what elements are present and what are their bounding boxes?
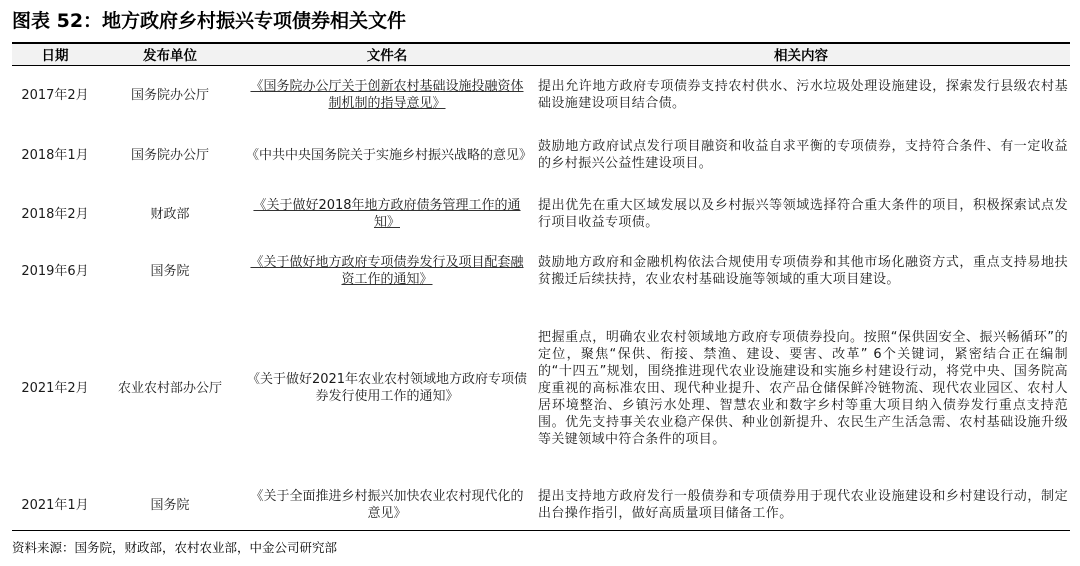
row-document[interactable] [242,185,532,243]
document-link[interactable]: 《关于做好2018年地方政府债务管理工作的通知》 [253,198,521,230]
column-header-content: 相关内容 [532,43,1070,65]
row-document: 《中共中央国务院关于实施乡村振兴战略的意见》 [246,147,533,163]
row-content: 鼓励地方政府和金融机构依法合规使用专项债券和其他市场化融资方式，重点支持易地扶贫搬迁后续扶持，农业农村基础设施等领域的重大项目建设。 [538,255,1068,287]
row-date: 2019年6月 [21,263,89,279]
row-date: 2017年2月 [21,87,89,103]
row-date: 2018年2月 [21,206,89,222]
row-date: 2018年1月 [21,147,89,163]
figure-title: 图表 52：地方政府乡村振兴专项债券相关文件 [12,10,407,32]
row-content: 鼓励地方政府试点发行项目融资和收益自求平衡的专项债券，支持符合条件、有一定收益的乡村振兴公益性建设项目。 [538,139,1068,171]
row-date: 2021年1月 [21,497,89,513]
row-date: 2021年2月 [21,380,89,396]
table-row [12,65,1070,125]
row-document[interactable] [242,65,532,125]
column-header-date: 日期 [12,43,98,65]
document-link[interactable]: 《国务院办公厅关于创新农村基础设施投融资体制机制的指导意见》 [250,79,524,112]
row-document: 《关于全面推进乡村振兴加快农业农村现代化的意见》 [250,489,524,521]
row-issuer: 国务院办公厅 [130,87,209,103]
row-issuer: 国务院 [150,263,190,279]
row-content: 提出优先在重大区域发展以及乡村振兴等领域选择符合重大条件的项目，积极探索试点发行项目收益专项债。 [538,198,1068,230]
row-content: 提出允许地方政府专项债券支持农村供水、污水垃圾处理设施建设，探索发行县级农村基础设施建设项目结合债。 [538,79,1068,112]
row-issuer: 国务院办公厅 [130,147,209,163]
table-row [12,185,1070,243]
source-note: 资料来源：国务院，财政部，农村农业部，中金公司研究部 [12,540,338,555]
row-document: 《关于做好2021年农业农村领域地方政府专项债券发行使用工作的通知》 [246,372,528,404]
row-issuer: 农业农村部办公厅 [117,380,222,396]
table-row [12,477,1070,533]
row-document[interactable] [242,243,532,299]
table-header-row [12,43,1070,65]
row-content: 把握重点，明确农业农村领域地方政府专项债券投向。按照“保供固安全、振兴畅循环”的定位，聚焦“保供、衔接、禁渔、建设、要害、改革” 6个关键词，紧密结合正在编制的“十四五”规划，围绕推进现代农业设施建设和实施乡村建设行动，将党中央、国务院高度重视的高标准农田、现代种业提升、农产品仓储保鲜冷链物流、现代农业园区、农村人居环境整治、乡镇污水处理、智慧农业和数字乡村等重大项目纳入债券发行重点支持范围。优先支持事关农业稳产保供、种业创新提升、农民生产生活急需、农村基础设施升级等关键领域中符合条件的项目。 [538,329,1068,447]
row-content: 提出支持地方政府发行一般债券和专项债券用于现代农业设施建设和乡村建设行动，制定出台操作指引，做好高质量项目储备工作。 [538,489,1068,521]
table-row [12,299,1070,477]
column-header-issuer: 发布单位 [98,43,242,65]
table-row [12,125,1070,185]
document-link[interactable]: 《关于做好地方政府专项债券发行及项目配套融资工作的通知》 [250,255,524,287]
table-row [12,243,1070,299]
row-issuer: 国务院 [150,497,190,513]
column-header-document: 文件名 [242,43,532,65]
policy-documents-table [12,42,1070,533]
row-issuer: 财政部 [150,206,190,222]
table-bottom-rule [12,530,1070,531]
